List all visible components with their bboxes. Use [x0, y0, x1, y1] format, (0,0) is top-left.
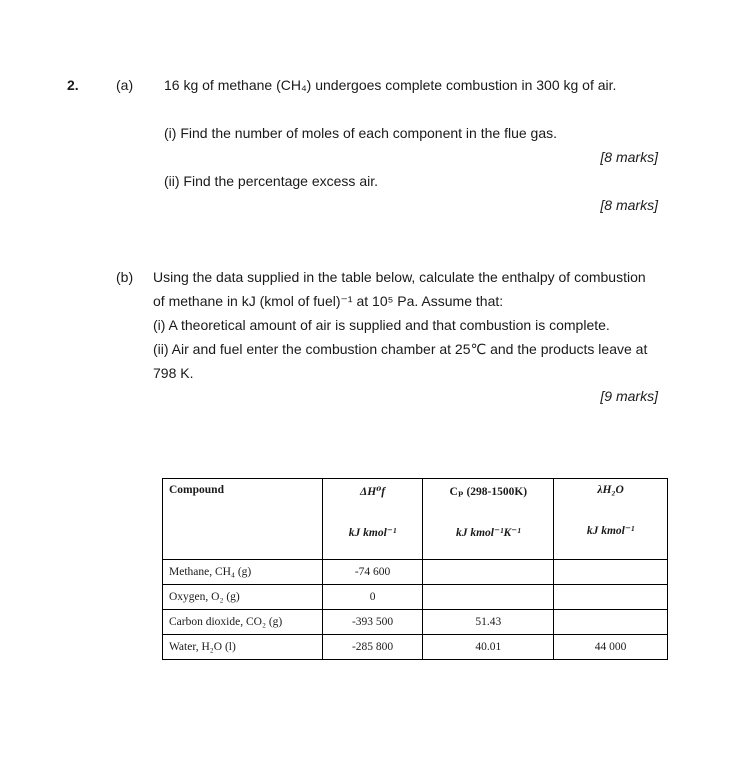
cell-latent: [554, 610, 668, 635]
part-b-condition-ii-line1: (ii) Air and fuel enter the combustion chamber at 25℃ and the products leave at: [153, 341, 648, 357]
cell-enthalpy: 0: [322, 585, 423, 610]
header-compound: [163, 479, 323, 560]
table-row: [163, 635, 668, 660]
cell-latent: [554, 585, 668, 610]
part-a-sub-ii: (ii) Find the percentage excess air.: [164, 173, 378, 189]
header-latent-unit: kJ kmol⁻¹: [586, 525, 635, 537]
table-row: [163, 610, 668, 635]
cell-cp: [423, 560, 554, 585]
part-b-line2: of methane in kJ (kmol of fuel)⁻¹ at 10⁵ Pa. Assume that:: [153, 293, 504, 309]
header-cp: [423, 479, 554, 560]
table-header-row: [163, 479, 668, 560]
part-a-statement: 16 kg of methane (CH₄) undergoes complete combustion in 300 kg of air.: [164, 77, 617, 93]
part-b-marks: [9 marks]: [600, 388, 658, 404]
part-a-sub-ii-marks: [8 marks]: [600, 197, 658, 213]
part-a-label: (a): [116, 77, 134, 93]
part-b-condition-ii-line2: 798 K.: [153, 365, 194, 381]
cell-compound: Oxygen, O₂ (g): [163, 585, 323, 610]
table-row: [163, 560, 668, 585]
header-latent-label: λH₂O: [597, 484, 624, 496]
cell-cp: 40.01: [423, 635, 554, 660]
part-b-condition-i: (i) A theoretical amount of air is supplied and that combustion is complete.: [153, 317, 610, 333]
cell-enthalpy: -393 500: [322, 610, 423, 635]
part-b-label: (b): [116, 269, 134, 285]
question-number: 2.: [67, 77, 79, 93]
thermo-data-table: [162, 478, 668, 660]
header-cp-unit: kJ kmol⁻¹K⁻¹: [455, 527, 521, 539]
cell-cp: 51.43: [423, 610, 554, 635]
header-compound-label: Compound: [169, 484, 224, 496]
header-cp-label: Cₚ (298-1500K): [449, 486, 528, 498]
cell-compound: Water, H₂O (l): [163, 635, 323, 660]
cell-latent: [554, 560, 668, 585]
header-latent: [554, 479, 668, 560]
cell-cp: [423, 585, 554, 610]
cell-enthalpy: -285 800: [322, 635, 423, 660]
cell-enthalpy: -74 600: [322, 560, 423, 585]
cell-compound: Methane, CH₄ (g): [163, 560, 323, 585]
part-b-line1: Using the data supplied in the table below, calculate the enthalpy of combustion: [153, 269, 646, 285]
header-enthalpy-unit: kJ kmol⁻¹: [348, 527, 397, 539]
part-a-sub-i-marks: [8 marks]: [600, 149, 658, 165]
part-a-sub-i: (i) Find the number of moles of each component in the flue gas.: [164, 125, 557, 141]
cell-compound: Carbon dioxide, CO₂ (g): [163, 610, 323, 635]
header-enthalpy: [322, 479, 423, 560]
table-row: [163, 585, 668, 610]
header-enthalpy-label: ΔH⁰f: [360, 486, 386, 498]
cell-latent: 44 000: [554, 635, 668, 660]
